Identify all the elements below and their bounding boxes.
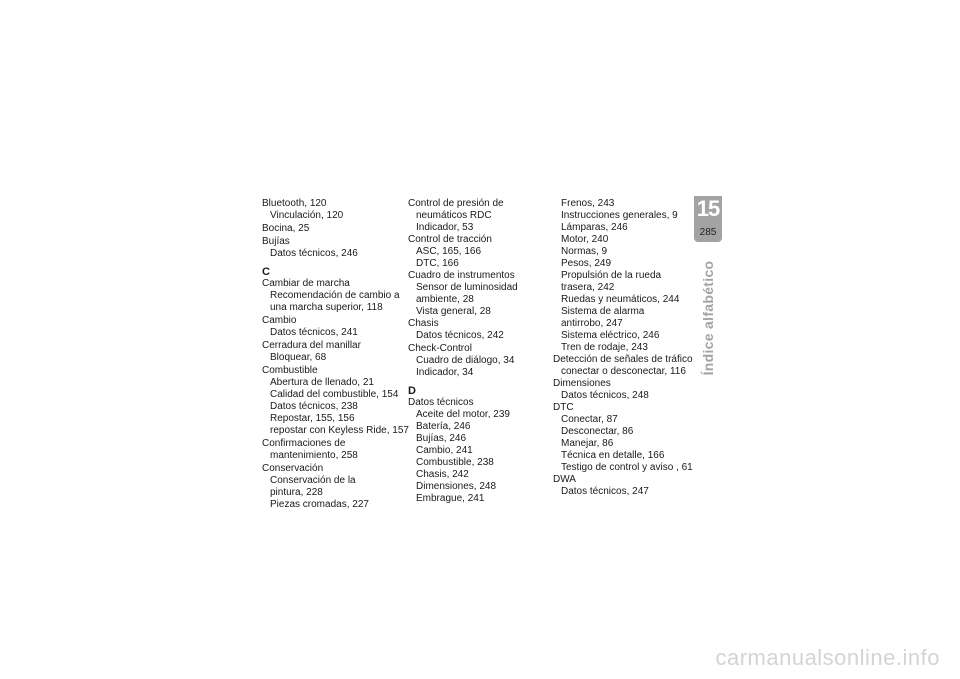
index-subterm: Datos técnicos, 248 — [561, 390, 649, 401]
index-entry — [408, 198, 556, 234]
index-entry — [553, 354, 701, 378]
index-subterm: Sistema de alarma — [561, 306, 645, 317]
index-subterm: Instrucciones generales, 9 — [561, 210, 678, 221]
index-entry — [408, 234, 556, 270]
index-subterm: Batería, 246 — [416, 421, 471, 432]
index-term: Cuadro de instrumentos — [408, 270, 515, 281]
index-subterm: Aceite del motor, 239 — [416, 409, 510, 420]
section-letter: D — [408, 385, 416, 397]
index-subterm: Vista general, 28 — [416, 306, 491, 317]
index-subterm: mantenimiento, 258 — [270, 450, 358, 461]
index-subterm: Repostar, 155, 156 — [270, 413, 355, 424]
index-entry — [408, 318, 556, 342]
index-subterm: Calidad del combustible, 154 — [270, 389, 399, 400]
index-subterm: antirrobo, 247 — [561, 318, 623, 329]
index-subterm: Embrague, 241 — [416, 493, 485, 504]
index-entry — [262, 278, 410, 314]
index-term: Combustible — [262, 365, 318, 376]
index-subterm: Datos técnicos, 238 — [270, 401, 358, 412]
index-subterm: Sensor de luminosidad — [416, 282, 518, 293]
index-term: Dimensiones — [553, 378, 611, 389]
index-entry — [408, 397, 556, 505]
index-term: DTC — [553, 402, 574, 413]
index-subterm: repostar con Keyless Ride, 157 — [270, 425, 409, 436]
index-subterm: conectar o desconectar, 116 — [561, 366, 686, 377]
index-entry — [262, 223, 410, 235]
index-subterm: Recomendación de cambio a — [270, 290, 400, 301]
index-subterm: Cambio, 241 — [416, 445, 473, 456]
index-subterm: Datos técnicos, 241 — [270, 327, 358, 338]
index-term: Cambio — [262, 315, 297, 326]
section-letter: C — [262, 266, 270, 278]
page-number: 285 — [699, 227, 717, 238]
index-term: Bujías — [262, 236, 290, 247]
index-entry — [262, 315, 410, 339]
index-entry — [553, 402, 701, 474]
chapter-tab — [694, 196, 722, 242]
index-subterm: Bloquear, 68 — [270, 352, 327, 363]
index-subterm: Técnica en detalle, 166 — [561, 450, 665, 461]
index-entry — [408, 343, 556, 379]
index-entry — [262, 438, 410, 462]
index-subterm: DTC, 166 — [416, 258, 459, 269]
index-subterm: una marcha superior, 118 — [270, 302, 383, 313]
index-subterm: Frenos, 243 — [561, 198, 615, 209]
index-term: Control de tracción — [408, 234, 492, 245]
index-subterm: Ruedas y neumáticos, 244 — [561, 294, 680, 305]
index-subterm: Propulsión de la rueda — [561, 270, 662, 281]
index-subterm: Lámparas, 246 — [561, 222, 628, 233]
index-term: Bocina, 25 — [262, 223, 310, 234]
section-side-title: Índice alfabético — [700, 260, 716, 376]
index-entry — [408, 270, 556, 318]
index-entry — [553, 378, 701, 402]
index-subterm: Sistema eléctrico, 246 — [561, 330, 660, 341]
chapter-number: 15 — [696, 196, 720, 221]
index-subterm: Cuadro de diálogo, 34 — [416, 355, 515, 366]
index-term: Datos técnicos — [408, 397, 474, 408]
index-subterm: Testigo de control y aviso , 61 — [561, 462, 693, 473]
index-term: Control de presión de — [408, 198, 504, 209]
index-subterm: Desconectar, 86 — [561, 426, 634, 437]
index-subterm: Dimensiones, 248 — [416, 481, 497, 492]
index-term: Check-Control — [408, 343, 472, 354]
index-subterm: Tren de rodaje, 243 — [561, 342, 648, 353]
index-subterm: Datos técnicos, 242 — [416, 330, 504, 341]
index-term: Chasis — [408, 318, 439, 329]
index-subterm: trasera, 242 — [561, 282, 615, 293]
index-subterm: ASC, 165, 166 — [416, 246, 482, 257]
index-subterm: pintura, 228 — [270, 487, 323, 498]
index-subterm: ambiente, 28 — [416, 294, 474, 305]
index-subterm: Indicador, 34 — [416, 367, 474, 378]
index-term: DWA — [553, 474, 576, 485]
index-entry — [553, 474, 701, 498]
index-term: Bluetooth, 120 — [262, 198, 327, 209]
index-column-3 — [553, 198, 701, 498]
index-subterm: Abertura de llenado, 21 — [270, 377, 374, 388]
index-entry — [262, 463, 410, 511]
index-entry — [262, 340, 410, 364]
index-subterm: Indicador, 53 — [416, 222, 474, 233]
index-entry — [262, 236, 410, 260]
index-subterm: Normas, 9 — [561, 246, 608, 257]
index-column-2 — [408, 198, 556, 505]
index-term: Confirmaciones de — [262, 438, 346, 449]
index-subterm: Piezas cromadas, 227 — [270, 499, 369, 510]
index-subterm: Motor, 240 — [561, 234, 609, 245]
index-subterm: Manejar, 86 — [561, 438, 614, 449]
index-term: Conservación — [262, 463, 324, 474]
index-subterm: Combustible, 238 — [416, 457, 494, 468]
index-entry — [262, 198, 410, 222]
index-term: Cerradura del manillar — [262, 340, 361, 351]
index-column-1 — [262, 198, 410, 511]
watermark: carmanualsonline.info — [715, 645, 940, 670]
index-subterm: Conservación de la — [270, 475, 356, 486]
index-subterm: Vinculación, 120 — [270, 210, 344, 221]
index-entry — [553, 198, 701, 354]
index-entry — [262, 365, 410, 437]
index-subterm: Bujías, 246 — [416, 433, 467, 444]
index-term: Cambiar de marcha — [262, 278, 350, 289]
index-term: Detección de señales de tráfico — [553, 354, 693, 365]
index-subterm: Datos técnicos, 247 — [561, 486, 649, 497]
index-subterm: Pesos, 249 — [561, 258, 612, 269]
index-subterm: Chasis, 242 — [416, 469, 469, 480]
index-subterm: Datos técnicos, 246 — [270, 248, 358, 259]
index-subterm: Conectar, 87 — [561, 414, 618, 425]
index-subterm: neumáticos RDC — [416, 210, 492, 221]
